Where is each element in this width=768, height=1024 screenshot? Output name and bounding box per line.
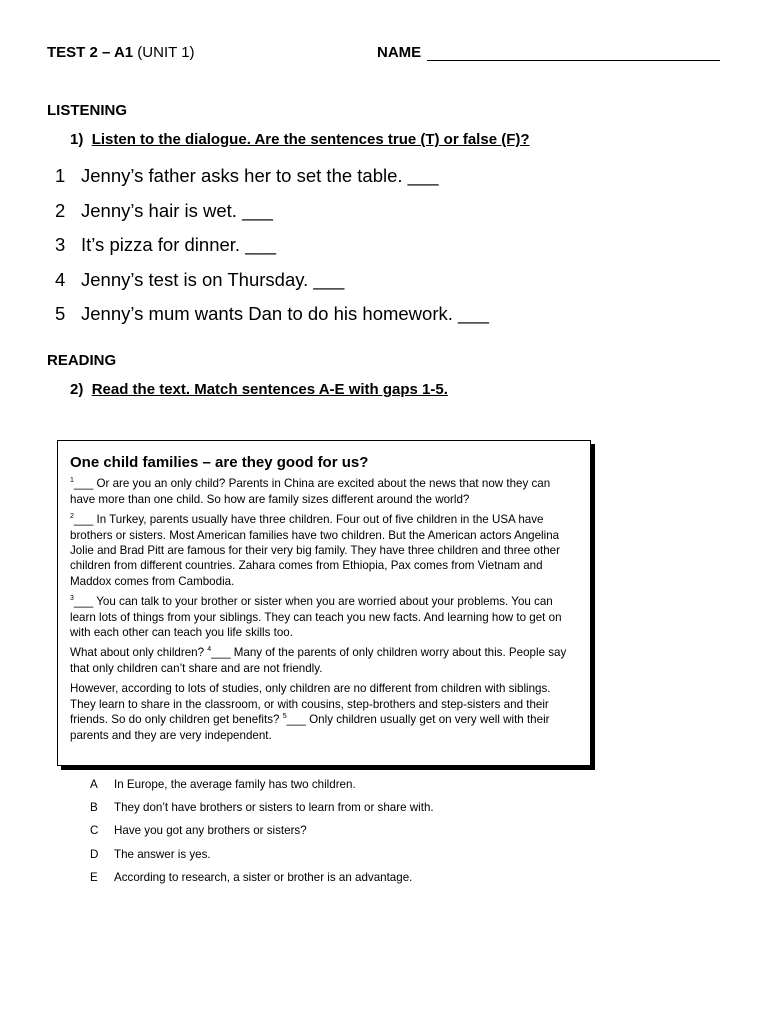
reading-instruction-text: Read the text. Match sentences A-E with gaps 1-5. (91, 381, 448, 398)
option-text: The answer is yes. (114, 847, 211, 861)
item-text: Jenny’s mum wants Dan to do his homework. ___ (81, 303, 489, 324)
option-letter: D (90, 847, 99, 861)
gap-number: 2 (70, 513, 74, 521)
listening-instruction-number: 1) (70, 131, 84, 148)
reading-text-title: One child families – are they good for us? (70, 454, 369, 471)
reading-paragraph (70, 594, 578, 640)
reading-heading: READING (47, 352, 117, 369)
option-text: In Europe, the average family has two children. (114, 778, 356, 791)
option-text: According to research, a sister or brother is an advantage. (114, 870, 413, 884)
option-text: Have you got any brothers or sisters? (114, 824, 307, 838)
paragraph-text: ___ In Turkey, parents usually have three children. Four out of five children in the USA have brothers or sisters. Most American families have two children. But the American actors Angelina Jolie and Brad Pitt are famous for their very big family. They have three children and three other children from different countries. Zahara comes from Ethiopia, Pax comes from Vietnam and Maddox comes from Cambodia. (70, 513, 560, 588)
listening-item (55, 232, 489, 267)
reading-instruction (70, 381, 448, 398)
paragraph-text: ___ Many of the parents of only children worry about this. People say that only children can’t share and are not friendly. (70, 646, 567, 675)
reading-paragraph (70, 645, 578, 676)
reading-paragraph (70, 512, 578, 589)
gap-number: 4 (207, 646, 212, 654)
test-title (47, 44, 195, 61)
item-number: 3 (55, 234, 66, 255)
reading-instruction-number: 2) (70, 381, 84, 398)
listening-instruction-text: Listen to the dialogue. Are the sentences true (T) or false (F)? (91, 131, 530, 148)
paragraph-text: However, according to lots of studies, only children are no different from children with siblings. They learn to share in the classroom, or with cousins, step-brothers and step-sisters and their friends. So do only children get benefits? (70, 682, 551, 727)
option-letter: E (90, 870, 98, 884)
paragraph-text: ___ Or are you an only child? Parents in China are excited about the news that now they can have more than one child. So how are family sizes different around the world? (70, 477, 551, 506)
answer-options (90, 777, 434, 893)
listening-heading: LISTENING (47, 102, 128, 119)
answer-option (90, 800, 434, 823)
reading-text-box (57, 440, 591, 766)
item-text: It’s pizza for dinner. ___ (81, 234, 277, 255)
name-answer-line[interactable] (427, 60, 720, 61)
answer-option (90, 870, 434, 893)
gap-number: 1 (70, 477, 74, 485)
listening-item (55, 163, 489, 198)
paragraph-text: ___ You can talk to your brother or sister when you are worried about your problems. You can learn lots of things from your siblings. They can teach you new facts. And learning how to get on with each other can teach you life skills too. (70, 595, 562, 640)
answer-option (90, 847, 434, 870)
item-text: Jenny’s hair is wet. ___ (81, 199, 273, 221)
item-number: 5 (55, 303, 66, 324)
reading-paragraph (70, 681, 578, 743)
option-letter: B (90, 801, 98, 815)
reading-paragraph (70, 476, 578, 507)
paragraph-text: ___ Only children usually get on very well with their parents and they are very independent. (70, 713, 550, 742)
test-unit: (UNIT 1) (133, 44, 195, 61)
item-number: 1 (55, 165, 66, 186)
item-number: 2 (55, 199, 66, 221)
answer-option (90, 823, 434, 846)
listening-item (55, 301, 489, 336)
test-prefix: TEST 2 – A1 (47, 44, 134, 61)
listening-items (55, 163, 489, 336)
answer-option (90, 777, 434, 800)
item-number: 4 (55, 268, 66, 290)
listening-instruction (70, 131, 530, 148)
name-label: NAME (377, 44, 422, 61)
paragraph-text: What about only children? (70, 646, 208, 660)
option-letter: A (90, 778, 98, 791)
gap-number: 3 (70, 595, 74, 603)
option-text: They don’t have brothers or sisters to learn from or share with. (114, 801, 434, 815)
listening-item (55, 198, 489, 233)
listening-item (55, 267, 489, 302)
item-text: Jenny’s test is on Thursday. ___ (81, 268, 345, 290)
item-text: Jenny’s father asks her to set the table. ___ (81, 165, 439, 186)
gap-number: 5 (282, 713, 287, 721)
option-letter: C (90, 824, 99, 838)
